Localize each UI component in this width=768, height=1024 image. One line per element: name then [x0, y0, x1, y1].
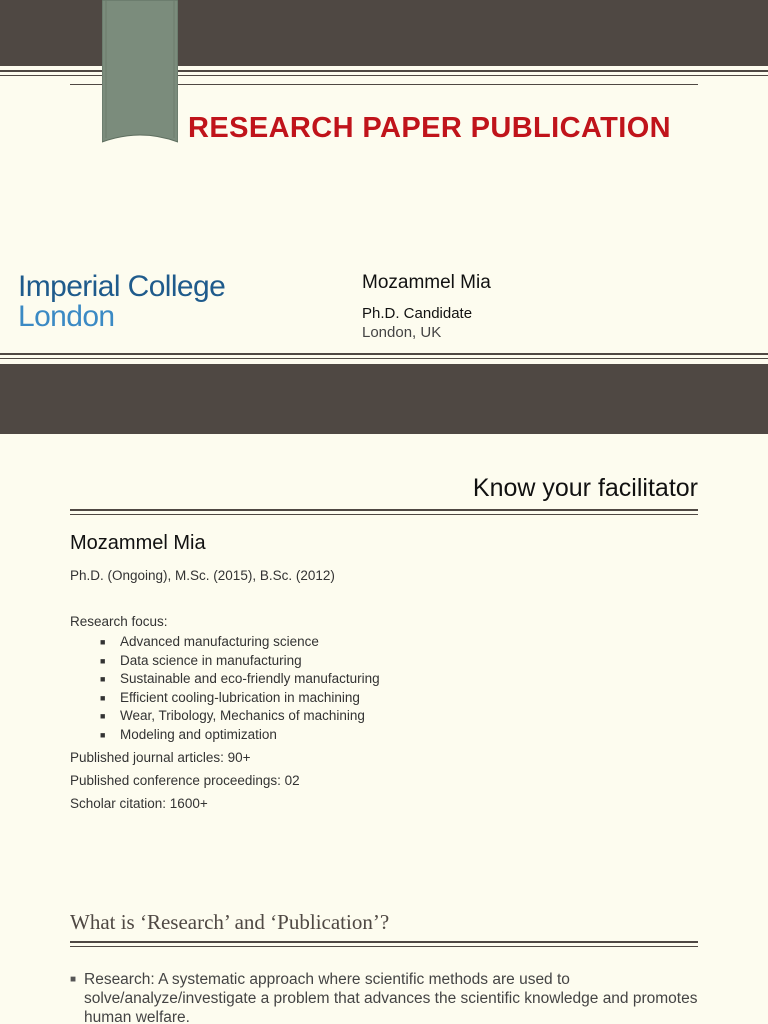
- definition-rule: [70, 941, 698, 943]
- bookmark-ribbon-icon: [102, 0, 178, 144]
- research-focus-list: [100, 633, 380, 745]
- presentation-title: RESEARCH PAPER PUBLICATION: [188, 112, 672, 144]
- slide1-bottom-rule: [0, 353, 768, 355]
- facilitator-rule-thin: [70, 514, 698, 515]
- research-focus-label: Research focus:: [70, 614, 168, 629]
- presenter-role: Ph.D. Candidate: [362, 305, 473, 322]
- list-item: ■ Sustainable and eco-friendly manufacturing: [100, 670, 380, 689]
- slide1-bottom-rule-thin: [0, 358, 768, 359]
- list-item: ■ Wear, Tribology, Mechanics of machining: [100, 707, 380, 726]
- presenter-location: London, UK: [362, 324, 442, 341]
- logo-line2: London: [18, 300, 115, 333]
- list-item: ■ Data science in manufacturing: [100, 652, 380, 671]
- square-bullet-icon: ■: [100, 655, 106, 666]
- facilitator-rule: [70, 509, 698, 511]
- presenter-name: Mozammel Mia: [362, 272, 491, 293]
- slide-divider-band: [0, 364, 768, 434]
- facilitator-heading: Know your facilitator: [472, 474, 698, 502]
- journal-articles-count: Published journal articles: 90+: [70, 750, 251, 765]
- research-definition: [70, 970, 698, 1024]
- scholar-citation-count: Scholar citation: 1600+: [70, 796, 208, 811]
- list-item: ■ Advanced manufacturing science: [100, 633, 380, 652]
- facilitator-degrees: Ph.D. (Ongoing), M.Sc. (2015), B.Sc. (2012): [70, 568, 335, 583]
- research-publication-heading: What is ‘Research’ and ‘Publication’?: [70, 910, 390, 934]
- definition-rule-thin: [70, 946, 698, 947]
- square-bullet-icon: ■: [100, 674, 106, 685]
- research-definition-text: Research: A systematic approach where scientific methods are used to solve/analyze/investigate a problem that advances the scientific knowledge and promotes human welfare.: [84, 971, 698, 1024]
- square-bullet-icon: ■: [100, 729, 106, 740]
- square-bullet-icon: ■: [70, 974, 77, 985]
- square-bullet-icon: ■: [100, 692, 106, 703]
- facilitator-name: Mozammel Mia: [70, 532, 206, 554]
- imperial-college-logo: [18, 272, 225, 332]
- square-bullet-icon: ■: [100, 637, 106, 647]
- logo-line1: Imperial College: [18, 270, 226, 303]
- conference-proceedings-count: Published conference proceedings: 02: [70, 773, 300, 788]
- list-item: ■ Modeling and optimization: [100, 726, 380, 745]
- square-bullet-icon: ■: [100, 711, 106, 722]
- list-item: ■ Efficient cooling-lubrication in machining: [100, 689, 380, 708]
